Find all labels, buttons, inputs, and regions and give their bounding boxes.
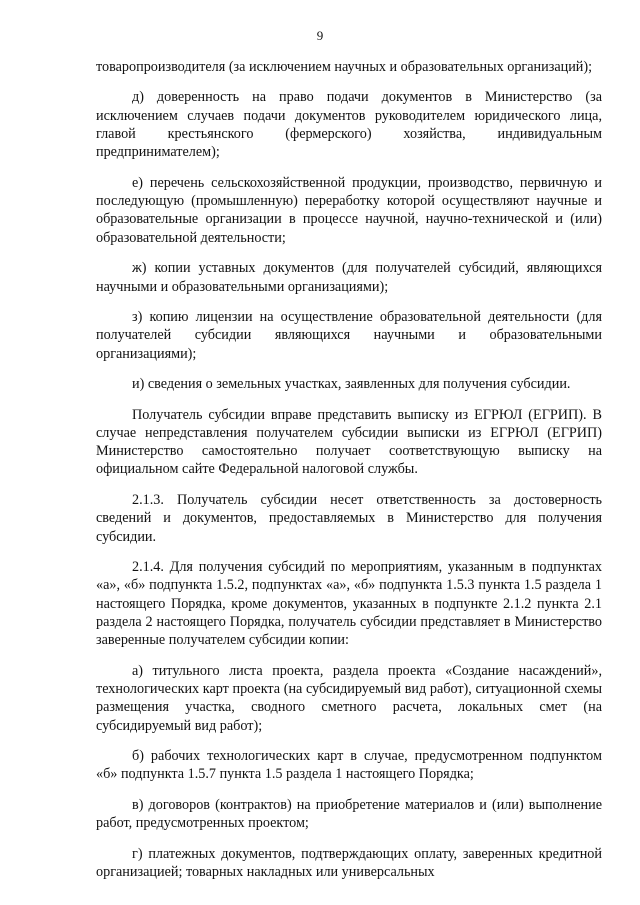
document-body <box>96 58 602 881</box>
paragraph-2-1-4: 2.1.4. Для получения субсидий по мероприятиям, указанным в подпунктах «а», «б» подпункта 1.5.2, подпунктах «а», «б» подпункта 1.5.3 пункта 1.5 раздела 1 настоящего Порядка, кроме документов, указанных в подпункте 2.1.2 пункта 2.1 раздела 2 настоящего Порядка, получатель субсидии представляет в Министерство заверенные получателем субсидии копии: <box>96 559 602 649</box>
paragraph-item-zh: ж) копии уставных документов (для получателей субсидий, являющихся научными и образовательными организациями); <box>96 260 602 295</box>
paragraph-2-1-3: 2.1.3. Получатель субсидии несет ответственность за достоверность сведений и документов, предоставляемых в Министерство для получения субсидии. <box>96 491 602 545</box>
paragraph-continuation: товаропроизводителя (за исключением научных и образовательных организаций); <box>96 59 593 75</box>
paragraph-item-v: в) договоров (контрактов) на приобретение материалов и (или) выполнение работ, предусмотренных проектом; <box>96 796 602 832</box>
paragraph-item-e: е) перечень сельскохозяйственной продукции, производство, первичную и последующую (промышленную) переработку которой осуществляют научные и образовательные организации в процессе научной, научно-технической и (или) образовательной деятельности; <box>96 174 602 246</box>
paragraph-egrul-note: Получатель субсидии вправе представить выписку из ЕГРЮЛ (ЕГРИП). В случае непредставления получателем субсидии выписки из ЕГРЮЛ (ЕГРИП) Министерство самостоятельно получает соответствующую выписку на официальном сайте Федеральной налоговой службы. <box>96 406 602 478</box>
paragraph-item-g: г) платежных документов, подтверждающих оплату, заверенных кредитной организацией; товарных накладных или универсальных <box>96 845 602 880</box>
paragraph-item-b: б) рабочих технологических карт в случае, предусмотренном подпунктом «б» подпункта 1.5.7 пункта 1.5 раздела 1 настоящего Порядка; <box>96 748 602 783</box>
page-number: 9 <box>316 28 324 43</box>
paragraph-item-a: а) титульного листа проекта, раздела проекта «Создание насаждений», технологических карт проекта (на субсидируемый вид работ), ситуационной схемы размещения участка, сводного сметного расчета, локальных смет (на субсидируемый вид работ); <box>96 662 602 734</box>
paragraph-item-z: з) копию лицензии на осуществление образовательной деятельности (для получателей субсидии являющихся научными и образовательными организациями); <box>96 309 602 362</box>
paragraph-item-i: и) сведения о земельных участках, заявленных для получения субсидии. <box>132 376 571 393</box>
paragraph-item-d: д) доверенность на право подачи документов в Министерство (за исключением случаев подачи документов руководителем юридического лица, главой крестьянского (фермерского) хозяйства, индивидуальным предпринимателем); <box>96 89 602 161</box>
